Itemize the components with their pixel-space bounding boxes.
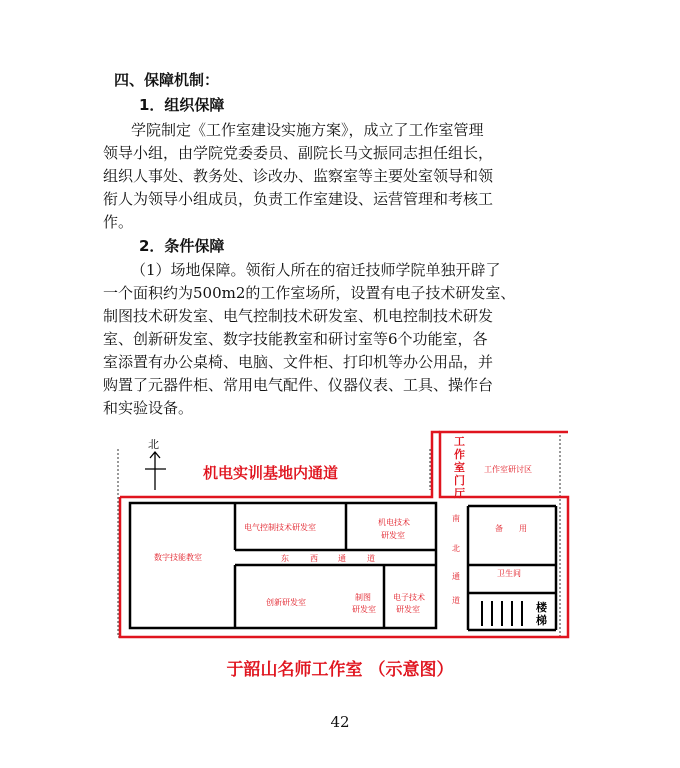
section2-line-1: （1）场地保障。领衔人所在的宿迁技师学院单独开辟了 (131, 261, 501, 279)
room-drafting-line2: 研发室 (352, 605, 376, 614)
room-restroom: 卫生间 (497, 569, 521, 578)
room-electronic-line1: 电子技术 (393, 593, 425, 602)
stairs-label-2: 梯 (536, 614, 547, 627)
stairs-label-1: 楼 (536, 601, 547, 614)
east-west-passage-label (281, 553, 375, 563)
room-innovation: 创新研发室 (266, 598, 306, 607)
svg-text:室: 室 (454, 461, 465, 474)
room-mechatronic-line2: 研发室 (381, 531, 405, 540)
svg-text:东: 东 (281, 554, 289, 563)
north-south-passage-label (452, 513, 460, 605)
svg-text:作: 作 (454, 448, 465, 461)
section2-line-3: 制图技术研发室、电气控制技术研发室、机电控制技术研发 (103, 307, 494, 325)
room-seminar: 工作室研讨区 (484, 465, 532, 474)
section1-line-3: 组织人事处、教务处、诊改办、监察室等主要处室领导和领 (103, 167, 494, 185)
room-digital-skills: 数字技能教室 (154, 553, 202, 562)
svg-text:通: 通 (338, 554, 346, 563)
entrance-hall-label (453, 435, 465, 500)
red-boundary (120, 432, 568, 637)
section1-line-4: 衔人为领导小组成员，负责工作室建设、运营管理和考核工 (103, 190, 494, 208)
svg-text:通: 通 (452, 572, 460, 581)
section1-line-5: 作。 (103, 213, 134, 231)
room-spare: 备 用 (495, 524, 527, 533)
section1-line-2: 领导小组，由学院党委委员、副院长马文振同志担任组长， (103, 144, 494, 162)
section2-line-2: 一个面积约为500m2的工作室场所，设置有电子技术研发室、 (103, 284, 516, 302)
svg-text:西: 西 (310, 554, 318, 563)
room-electronic-line2: 研发室 (396, 605, 420, 614)
room-drafting-line1: 制图 (355, 593, 371, 602)
room-mechatronic-line1: 机电技术 (378, 518, 410, 527)
svg-text:工: 工 (454, 435, 465, 448)
svg-text:道: 道 (367, 554, 375, 563)
section2-title: 2．条件保障 (139, 237, 225, 255)
room-electric-control: 电气控制技术研发室 (244, 523, 316, 532)
figure-caption: 于韶山名师工作室 （示意图） (226, 660, 454, 680)
section2-line-7: 和实验设备。 (103, 399, 194, 417)
svg-text:道: 道 (452, 596, 460, 605)
section1-line-1: 学院制定《工作室建设实施方案》，成立了工作室管理 (131, 121, 484, 139)
section2-line-5: 室添置有办公桌椅、电脑、文件柜、打印机等办公用品，并 (103, 353, 494, 371)
page-number: 42 (330, 713, 350, 731)
svg-text:北: 北 (452, 544, 460, 553)
section-heading: 四、保障机制： (114, 71, 220, 89)
section2-line-6: 购置了元器件柜、常用电气配件、仪器仪表、工具、操作台 (103, 376, 494, 394)
svg-text:门: 门 (454, 474, 465, 487)
north-arrow-icon (145, 452, 166, 490)
svg-text:南: 南 (452, 514, 460, 523)
section2-line-4: 室、创新研发室、数字技能教室和研讨室等6个功能室，各 (103, 330, 488, 348)
site-outline (118, 431, 560, 637)
corridor-label: 机电实训基地内通道 (203, 464, 339, 482)
section1-title: 1．组织保障 (139, 96, 225, 114)
svg-text:厅: 厅 (454, 487, 465, 500)
stairs-icon (482, 601, 522, 626)
north-label: 北 (148, 438, 159, 451)
